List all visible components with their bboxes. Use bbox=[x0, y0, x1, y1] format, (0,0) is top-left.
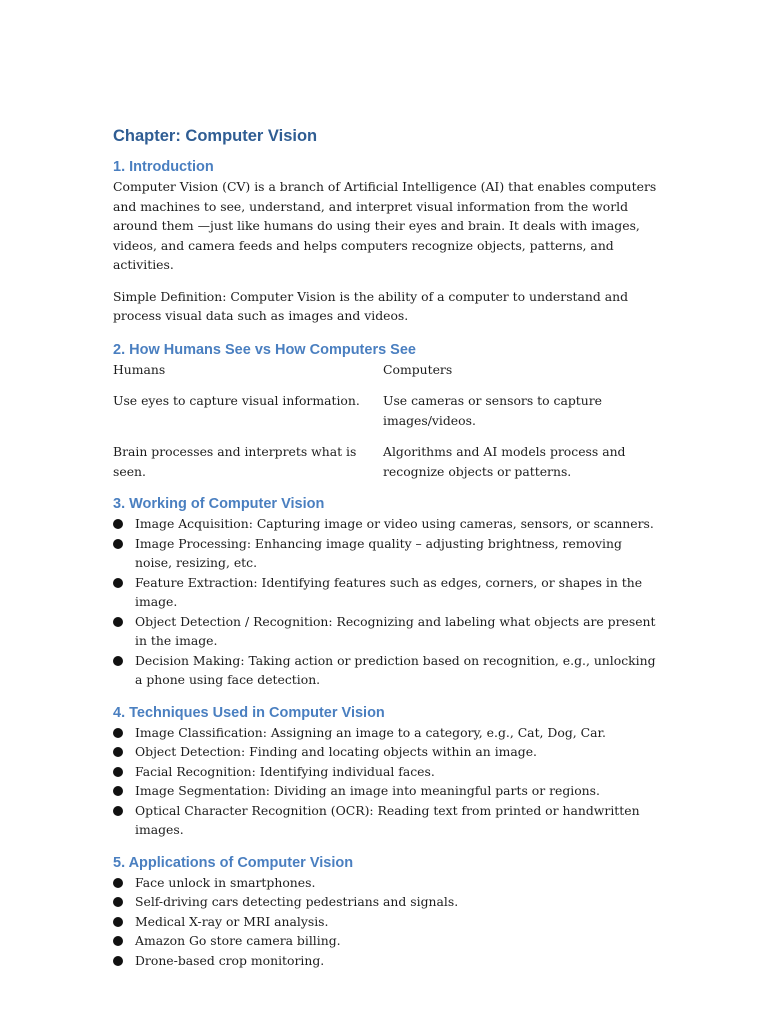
list-item bbox=[113, 762, 658, 782]
applications-list bbox=[113, 873, 658, 971]
list-item-text: Face unlock in smartphones. bbox=[135, 874, 316, 890]
list-item-text: Decision Making: Taking action or prediction based on recognition, e.g., unlocking a phone using face detection. bbox=[135, 652, 656, 687]
table-cell: Use eyes to capture visual information. bbox=[113, 393, 360, 408]
section-heading-techniques: 4. Techniques Used in Computer Vision bbox=[113, 704, 385, 721]
table-header-humans: Humans bbox=[113, 361, 166, 377]
bullet-icon bbox=[113, 656, 123, 666]
definition-paragraph: Simple Definition: Computer Vision is the ability of a computer to understand and process visual data such as images and videos. bbox=[113, 288, 629, 323]
document-content bbox=[113, 125, 658, 970]
list-item-text: Object Detection / Recognition: Recognizing and labeling what objects are present in the image. bbox=[135, 613, 656, 648]
bullet-icon bbox=[113, 897, 123, 907]
list-item-text: Image Processing: Enhancing image quality – adjusting brightness, removing noise, resizing, etc. bbox=[135, 535, 622, 570]
bullet-icon bbox=[113, 539, 123, 549]
list-item bbox=[113, 534, 658, 573]
bullet-icon bbox=[113, 806, 123, 816]
bullet-icon bbox=[113, 878, 123, 888]
list-item-text: Feature Extraction: Identifying features such as edges, corners, or shapes in the image. bbox=[135, 574, 643, 609]
list-item-text: Object Detection: Finding and locating objects within an image. bbox=[135, 744, 537, 759]
table-cell: Use cameras or sensors to capture images/videos. bbox=[383, 393, 602, 428]
bullet-icon bbox=[113, 767, 123, 777]
list-item bbox=[113, 573, 658, 612]
list-item-text: Medical X-ray or MRI analysis. bbox=[135, 913, 329, 929]
bullet-icon bbox=[113, 747, 123, 757]
chapter-title: Chapter: Computer Vision bbox=[113, 127, 318, 145]
bullet-icon bbox=[113, 956, 123, 966]
table-header-computers: Computers bbox=[383, 361, 453, 377]
list-item-text: Optical Character Recognition (OCR): Reading text from printed or handwritten images. bbox=[135, 802, 640, 837]
section-heading-introduction: 1. Introduction bbox=[113, 159, 214, 175]
bullet-icon bbox=[113, 728, 123, 738]
bullet-icon bbox=[113, 578, 123, 588]
working-list bbox=[113, 514, 658, 690]
list-item-text: Facial Recognition: Identifying individual faces. bbox=[135, 763, 435, 779]
list-item bbox=[113, 651, 658, 690]
list-item-text: Self-driving cars detecting pedestrians and signals. bbox=[135, 894, 459, 909]
list-item bbox=[113, 801, 658, 840]
techniques-list bbox=[113, 723, 658, 840]
bullet-icon bbox=[113, 936, 123, 946]
list-item bbox=[113, 931, 658, 951]
list-item bbox=[113, 612, 658, 651]
list-item-text: Image Classification: Assigning an image to a category, e.g., Cat, Dog, Car. bbox=[135, 724, 606, 740]
list-item bbox=[113, 912, 658, 932]
list-item bbox=[113, 951, 658, 971]
list-item-text: Drone-based crop monitoring. bbox=[135, 952, 325, 968]
list-item-text: Image Segmentation: Dividing an image into meaningful parts or regions. bbox=[135, 783, 600, 798]
section-heading-humans-vs-computers: 2. How Humans See vs How Computers See bbox=[113, 341, 416, 358]
list-item bbox=[113, 873, 658, 893]
comparison-table bbox=[113, 360, 658, 494]
bullet-icon bbox=[113, 917, 123, 927]
list-item bbox=[113, 781, 658, 801]
section-heading-applications: 5. Applications of Computer Vision bbox=[113, 854, 354, 871]
bullet-icon bbox=[113, 786, 123, 796]
section-heading-working: 3. Working of Computer Vision bbox=[113, 496, 325, 512]
bullet-icon bbox=[113, 519, 123, 529]
list-item bbox=[113, 723, 658, 743]
list-item-text: Amazon Go store camera billing. bbox=[135, 933, 341, 948]
list-item bbox=[113, 742, 658, 762]
list-item-text: Image Acquisition: Capturing image or video using cameras, sensors, or scanners. bbox=[135, 516, 654, 531]
table-cell: Algorithms and AI models process and recognize objects or patterns. bbox=[383, 444, 626, 479]
table-cell: Brain processes and interprets what is seen. bbox=[113, 444, 357, 479]
intro-paragraph: Computer Vision (CV) is a branch of Artificial Intelligence (AI) that enables computers and machines to see, understand, and interpret visual information from the world around them —just like humans do using their eyes and brain. It deals with images, videos, and camera feeds and helps computers recognize objects, patterns, and activities. bbox=[113, 179, 657, 272]
list-item bbox=[113, 892, 658, 912]
list-item bbox=[113, 514, 658, 534]
bullet-icon bbox=[113, 617, 123, 627]
